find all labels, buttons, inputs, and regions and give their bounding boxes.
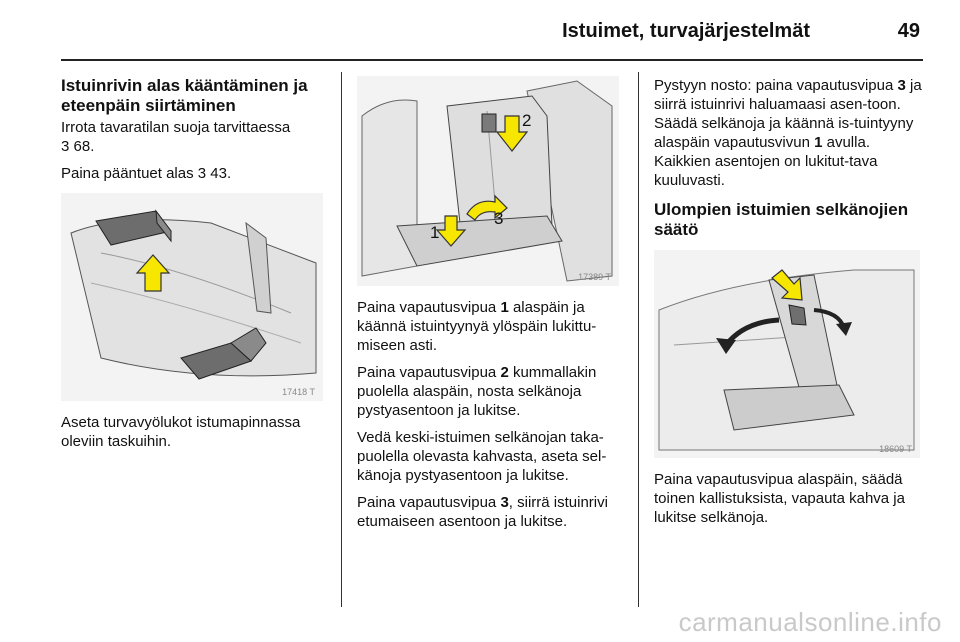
text: alaspäin ja käännä istuintyynyä ylöspäin lukittu-miseen asti. bbox=[357, 299, 597, 354]
column-2 bbox=[357, 76, 625, 539]
section-heading-fold: Istuinrivin alas kääntäminen ja eteenpäin siirtäminen bbox=[61, 76, 308, 115]
figure-headrests bbox=[61, 193, 323, 401]
text: Paina vapautusvipua bbox=[357, 299, 501, 316]
backrest-adjust-illustration bbox=[654, 250, 920, 458]
paragraph-lever-1 bbox=[357, 298, 625, 355]
running-header-title: Istuimet, turvajärjestelmät bbox=[562, 20, 810, 42]
figure-code: 18609 T bbox=[879, 444, 912, 454]
paragraph-remove-cover bbox=[61, 118, 329, 156]
paragraph-upright bbox=[654, 76, 924, 190]
text: , siirrä istuinrivi etumaiseen asentoon ja lukitse. bbox=[357, 494, 608, 530]
section-heading-backrest: Ulompien istuimien selkänojien säätö bbox=[654, 200, 909, 239]
page-reference: 3 68. bbox=[61, 138, 95, 155]
text: Paina vapautusvipua bbox=[357, 494, 501, 511]
text: ja siirrä istuinrivi haluamaasi asen-toon. Säädä selkänoja ja käännä is-tuintyyny alaspäin vapautusvivun bbox=[654, 77, 922, 151]
figure-backrest-adjust bbox=[654, 250, 920, 458]
column-3 bbox=[654, 76, 924, 535]
column-divider-left bbox=[341, 72, 342, 607]
paragraph-text: Irrota tavaratilan suoja tarvittaessa bbox=[61, 119, 291, 136]
header-rule bbox=[61, 59, 923, 61]
figure-label-2: 2 bbox=[522, 111, 532, 130]
paragraph-belt-buckles: Aseta turvavyölukot istumapinnassa oleviin taskuihin. bbox=[61, 414, 301, 450]
lever-number: 1 bbox=[814, 134, 823, 151]
text: avulla. Kaikkien asentojen on lukitut-tava kuuluvasti. bbox=[654, 134, 878, 189]
paragraph-lever-2 bbox=[357, 363, 625, 420]
watermark: carmanualsonline.info bbox=[678, 607, 942, 637]
paragraph-headrests: Paina pääntuet alas 3 43. bbox=[61, 165, 232, 182]
paragraph-center-seat: Vedä keski-istuimen selkänojan taka-puolella olevasta kahvasta, aseta sel-känoja pystyasentoon ja lukitse. bbox=[357, 429, 607, 484]
lever-number: 3 bbox=[897, 77, 906, 94]
figure-code: 17418 T bbox=[282, 387, 315, 397]
release-lever-illustration bbox=[357, 76, 619, 286]
text: Paina vapautusvipua bbox=[357, 364, 501, 381]
text: kummallakin puolella alaspäin, nosta selkänoja pystyasentoon ja lukitse. bbox=[357, 364, 597, 419]
lever-number: 1 bbox=[500, 299, 509, 316]
page-number: 49 bbox=[897, 20, 920, 42]
column-divider-right bbox=[638, 72, 639, 607]
figure-code: 17389 T bbox=[578, 272, 611, 282]
lever-number: 3 bbox=[500, 494, 509, 511]
column-1 bbox=[61, 76, 329, 459]
seat-headrest-illustration bbox=[61, 193, 323, 401]
figure-release-levers bbox=[357, 76, 619, 286]
paragraph-lever-3 bbox=[357, 493, 625, 531]
paragraph-backrest-adjust: Paina vapautusvipua alaspäin, säädä toinen kallistuksista, vapauta kahva ja lukitse selkänoja. bbox=[654, 471, 905, 526]
figure-label-3: 3 bbox=[494, 209, 504, 228]
lever-number: 2 bbox=[500, 364, 509, 381]
figure-label-1: 1 bbox=[430, 223, 440, 242]
text: Pystyyn nosto: paina vapautusvipua bbox=[654, 77, 898, 94]
